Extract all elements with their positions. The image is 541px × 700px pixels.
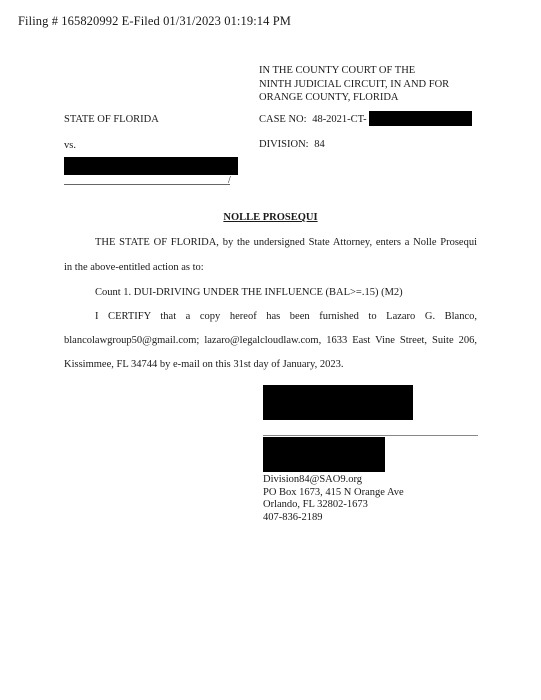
case-number bbox=[259, 113, 367, 126]
certificate-line1: I CERTIFY that a copy hereof has been furnished to Lazaro G. Blanco, bbox=[95, 311, 477, 322]
para1-line1: THE STATE OF FLORIDA, by the undersigned State Attorney, enters a Nolle Prosequi bbox=[95, 237, 477, 248]
mailing-address: PO Box 1673, 415 N Orange Ave bbox=[263, 486, 404, 498]
division-value: 84 bbox=[314, 139, 325, 150]
court-line-2: NINTH JUDICIAL CIRCUIT, IN AND FOR bbox=[259, 78, 450, 90]
division bbox=[259, 138, 325, 151]
court-line-1: IN THE COUNTY COURT OF THE bbox=[259, 65, 416, 76]
case-number-prefix: 48-2021-CT- bbox=[312, 114, 367, 125]
city-state-zip: Orlando, FL 32802-1673 bbox=[263, 499, 368, 510]
signature-block bbox=[263, 474, 404, 524]
case-number-redaction bbox=[369, 111, 472, 126]
attorney-name-redaction bbox=[263, 437, 385, 472]
defendant-name-redaction bbox=[64, 157, 238, 175]
filing-stamp: Filing # 165820992 E-Filed 01/31/2023 01:19:14 PM bbox=[18, 14, 291, 28]
para1-line2: in the above-entitled action as to: bbox=[64, 262, 204, 273]
case-number-label: CASE NO: bbox=[259, 114, 307, 125]
versus-label: vs. bbox=[64, 140, 76, 151]
signature-redaction bbox=[263, 385, 413, 420]
underline-slash: / bbox=[228, 175, 231, 186]
count-line: Count 1. DUI-DRIVING UNDER THE INFLUENCE (BAL>=.15) (M2) bbox=[95, 287, 403, 298]
defendant-underline bbox=[64, 184, 230, 185]
phone-number: 407-836-2189 bbox=[263, 511, 323, 523]
certificate-line3: Kissimmee, FL 34744 by e-mail on this 31st day of January, 2023. bbox=[64, 359, 344, 370]
document-title: NOLLE PROSEQUI bbox=[223, 212, 318, 223]
signature-line bbox=[263, 435, 478, 436]
division-label: DIVISION: bbox=[259, 139, 309, 150]
court-caption bbox=[259, 64, 449, 105]
division-email: Division84@SAO9.org bbox=[263, 474, 363, 485]
plaintiff-name: STATE OF FLORIDA bbox=[64, 114, 159, 125]
certificate-line2: blancolawgroup50@gmail.com; lazaro@legalcloudlaw.com, 1633 East Vine Street, Suite 206, bbox=[64, 335, 477, 346]
court-line-3: ORANGE COUNTY, FLORIDA bbox=[259, 92, 399, 103]
